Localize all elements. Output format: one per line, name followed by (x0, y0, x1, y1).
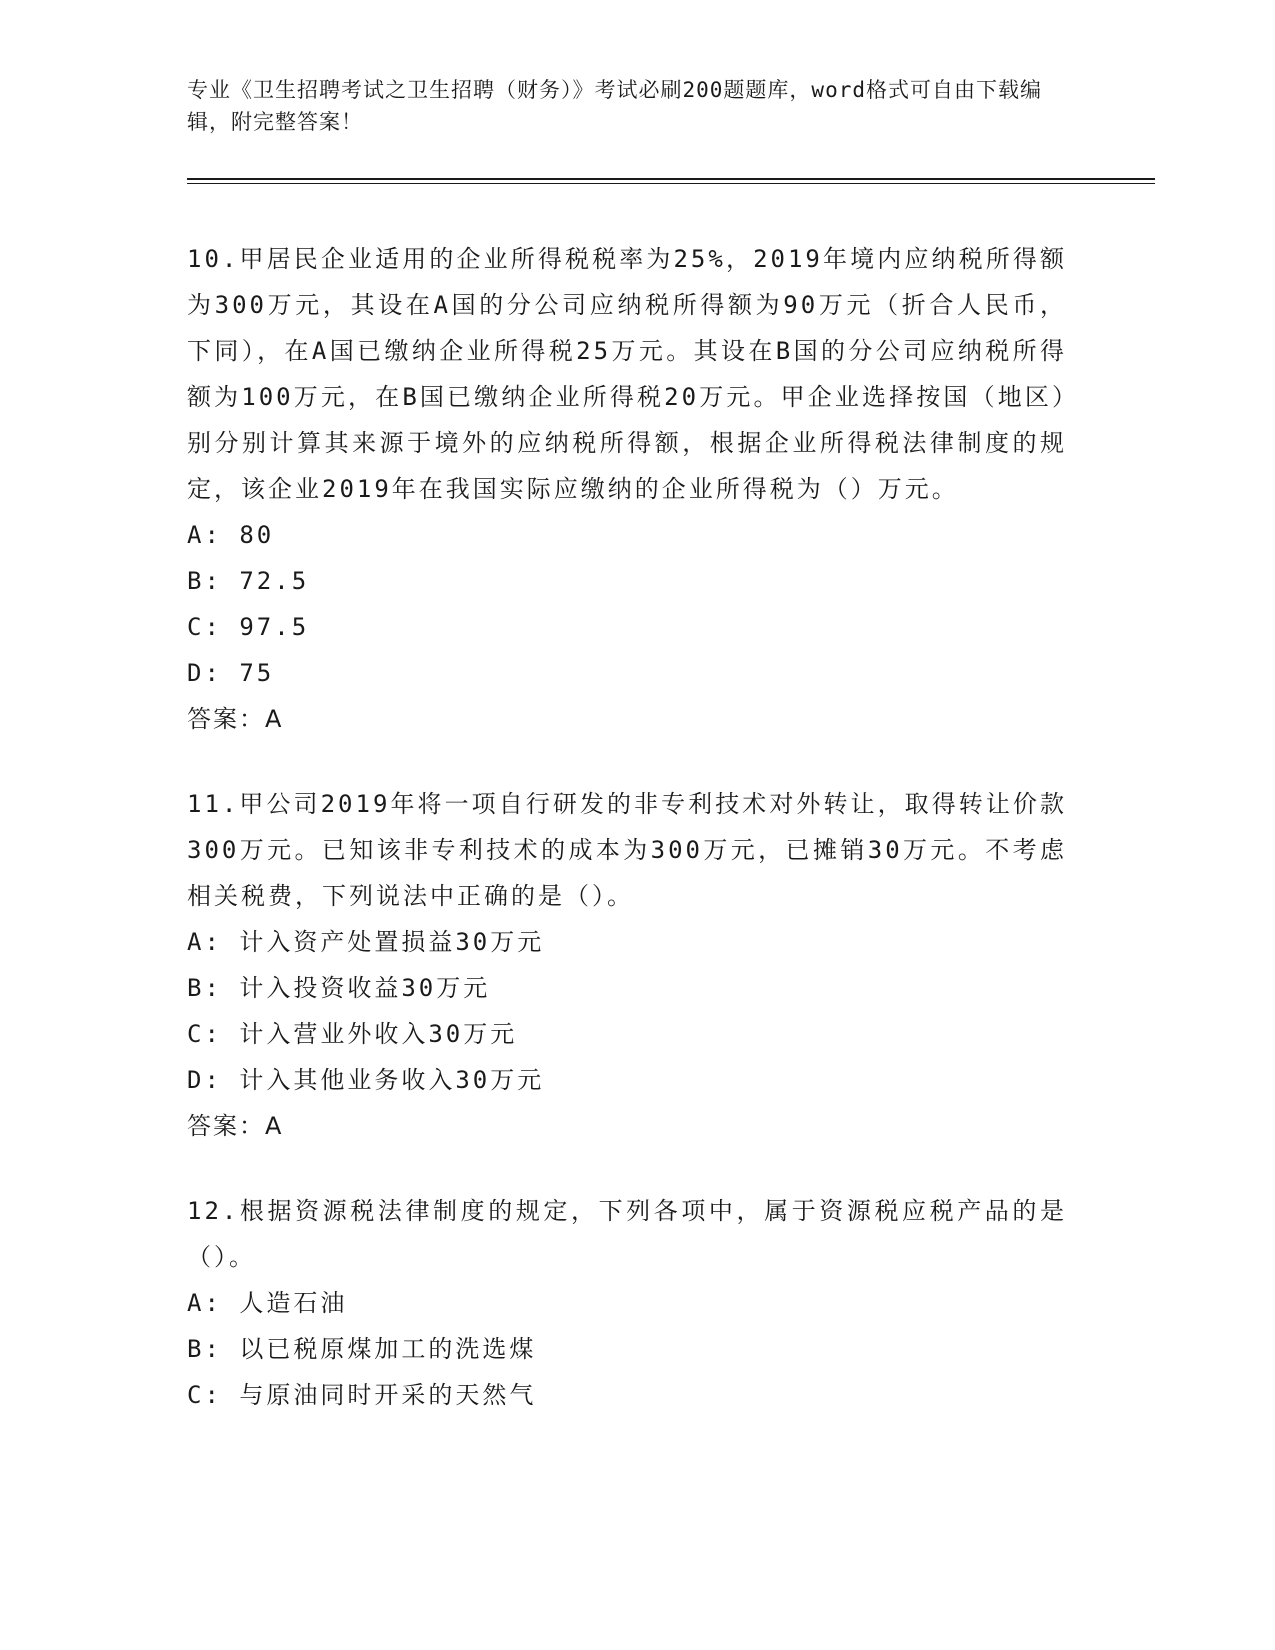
question-stem: 10.甲居民企业适用的企业所得税税率为25%，2019年境内应纳税所得额为300万元，其设在A国的分公司应纳税所得额为90万元（折合人民币，下同），在A国已缴纳企业所得税25万元。其设在B国的分公司应纳税所得额为100万元，在B国已缴纳企业所得税20万元。甲企业选择按国（地区）别分别计算其来源于境外的应纳税所得额，根据企业所得税法律制度的规定，该企业2019年在我国实际应缴纳的企业所得税为（）万元。 (187, 245, 1067, 503)
question-stem: 12.根据资源税法律制度的规定，下列各项中，属于资源税应税产品的是（）。 (187, 1197, 1067, 1271)
option-b: B: 计入投资收益30万元 (187, 974, 491, 1002)
option-a: A: 计入资产处置损益30万元 (187, 928, 545, 956)
document-header: 专业《卫生招聘考试之卫生招聘（财务）》考试必刷200题题库，word格式可自由下载编辑，附完整答案！ (187, 78, 1042, 134)
answer-line: 答案：A (187, 705, 284, 733)
question-11 (187, 781, 1067, 1149)
question-stem: 11.甲公司2019年将一项自行研发的非专利技术对外转让，取得转让价款300万元。已知该非专利技术的成本为300万元，已摊销30万元。不考虑相关税费，下列说法中正确的是（）。 (187, 790, 1067, 910)
option-b: B: 以已税原煤加工的洗选煤 (187, 1335, 537, 1363)
option-a: A: 80 (187, 521, 275, 549)
option-b: B: 72.5 (187, 567, 310, 595)
question-12 (187, 1188, 1067, 1418)
question-list (187, 236, 1067, 1457)
answer-line: 答案：A (187, 1112, 284, 1140)
header-divider-thin (187, 183, 1155, 184)
option-c: C: 计入营业外收入30万元 (187, 1020, 518, 1048)
option-a: A: 人造石油 (187, 1289, 348, 1317)
option-d: D: 75 (187, 659, 275, 687)
header-divider-thick (187, 178, 1155, 180)
option-c: C: 97.5 (187, 613, 310, 641)
option-c: C: 与原油同时开采的天然气 (187, 1381, 537, 1409)
question-10 (187, 236, 1067, 742)
option-d: D: 计入其他业务收入30万元 (187, 1066, 545, 1094)
